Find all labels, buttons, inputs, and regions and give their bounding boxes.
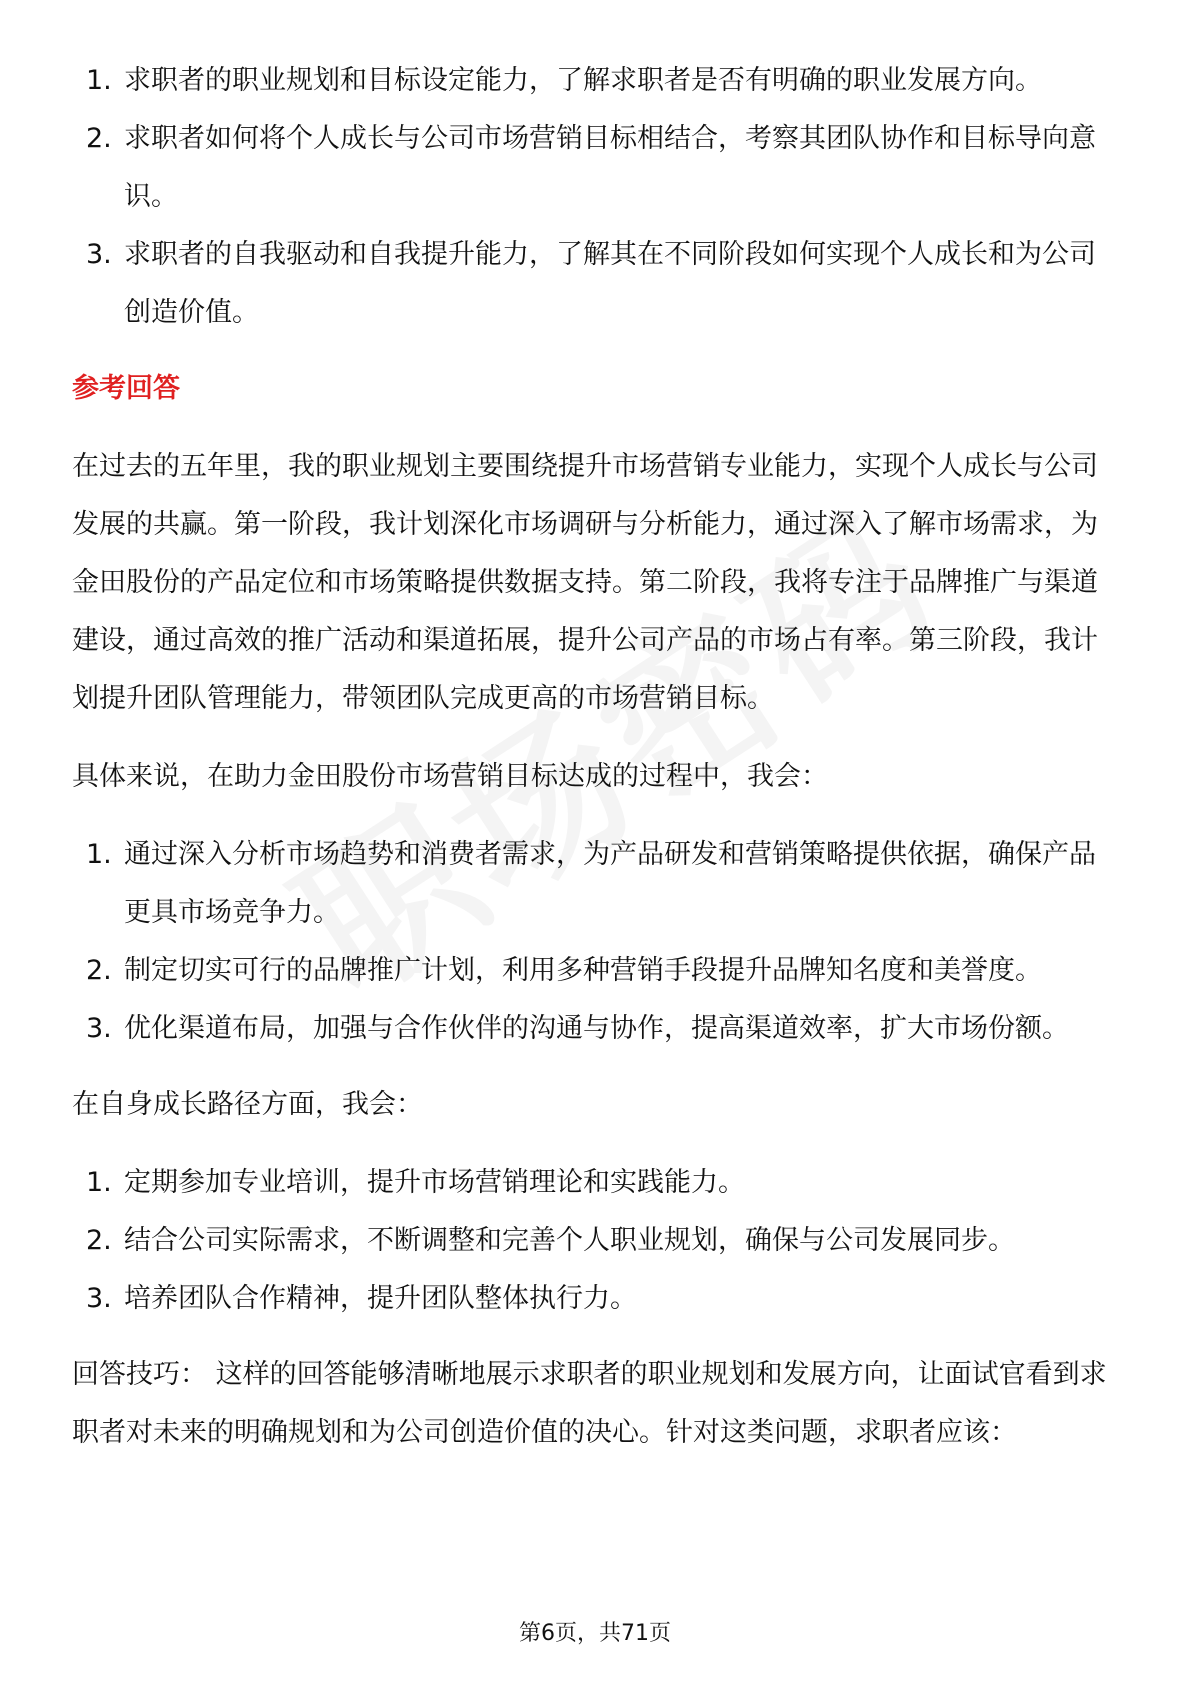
document-body [72, 52, 1122, 1462]
page-number-footer: 第6页，共71页 [519, 1621, 671, 1646]
contribution-list [72, 826, 1122, 1058]
list-number: 3. [86, 1283, 112, 1314]
list-item [72, 1212, 1122, 1270]
list-number: 1. [86, 65, 112, 96]
list-item [72, 1270, 1122, 1328]
list-text: 培养团队合作精神，提升团队整体执行力。 [124, 1283, 637, 1314]
answer-paragraph: 在过去的五年里，我的职业规划主要围绕提升市场营销专业能力，实现个人成长与公司发展的共赢。第一阶段，我计划深化市场调研与分析能力，通过深入了解市场需求，为金田股份的产品定位和市场策略提供数据支持。第二阶段，我将专注于品牌推广与渠道建设，通过高效的推广活动和渠道拓展，提升公司产品的市场占有率。第三阶段，我计划提升团队管理能力，带领团队完成更高的市场营销目标。 [72, 451, 1098, 714]
contribution-intro: 具体来说，在助力金田股份市场营销目标达成的过程中，我会： [72, 761, 828, 792]
list-item [72, 1000, 1122, 1058]
list-text: 结合公司实际需求，不断调整和完善个人职业规划，确保与公司发展同步。 [124, 1225, 1015, 1256]
list-text: 优化渠道布局，加强与合作伙伴的沟通与协作，提高渠道效率，扩大市场份额。 [124, 1013, 1069, 1044]
list-item [72, 942, 1122, 1000]
list-text: 通过深入分析市场趋势和消费者需求，为产品研发和营销策略提供依据，确保产品更具市场竞争力。 [124, 839, 1096, 928]
list-text: 制定切实可行的品牌推广计划，利用多种营销手段提升品牌知名度和美誉度。 [124, 955, 1042, 986]
list-item [72, 1154, 1122, 1212]
list-item [72, 226, 1122, 342]
reference-answer-heading: 参考回答 [72, 373, 180, 404]
list-number: 1. [86, 1167, 112, 1198]
list-item [72, 826, 1122, 942]
evaluation-points-list [72, 52, 1122, 342]
growth-intro: 在自身成长路径方面，我会： [72, 1089, 423, 1120]
list-text: 求职者如何将个人成长与公司市场营销目标相结合，考察其团队协作和目标导向意识。 [124, 123, 1096, 212]
list-text: 求职者的自我驱动和自我提升能力，了解其在不同阶段如何实现个人成长和为公司创造价值。 [124, 239, 1096, 328]
list-item [72, 52, 1122, 110]
list-number: 1. [86, 839, 112, 870]
list-item [72, 110, 1122, 226]
list-text: 定期参加专业培训，提升市场营销理论和实践能力。 [124, 1167, 745, 1198]
answer-tips-paragraph: 回答技巧： 这样的回答能够清晰地展示求职者的职业规划和发展方向，让面试官看到求职者对未来的明确规划和为公司创造价值的决心。针对这类问题，求职者应该： [72, 1359, 1107, 1448]
list-number: 2. [86, 123, 112, 154]
growth-list [72, 1154, 1122, 1328]
list-text: 求职者的职业规划和目标设定能力，了解求职者是否有明确的职业发展方向。 [124, 65, 1042, 96]
list-number: 2. [86, 955, 112, 986]
list-number: 2. [86, 1225, 112, 1256]
list-number: 3. [86, 1013, 112, 1044]
list-number: 3. [86, 239, 112, 270]
